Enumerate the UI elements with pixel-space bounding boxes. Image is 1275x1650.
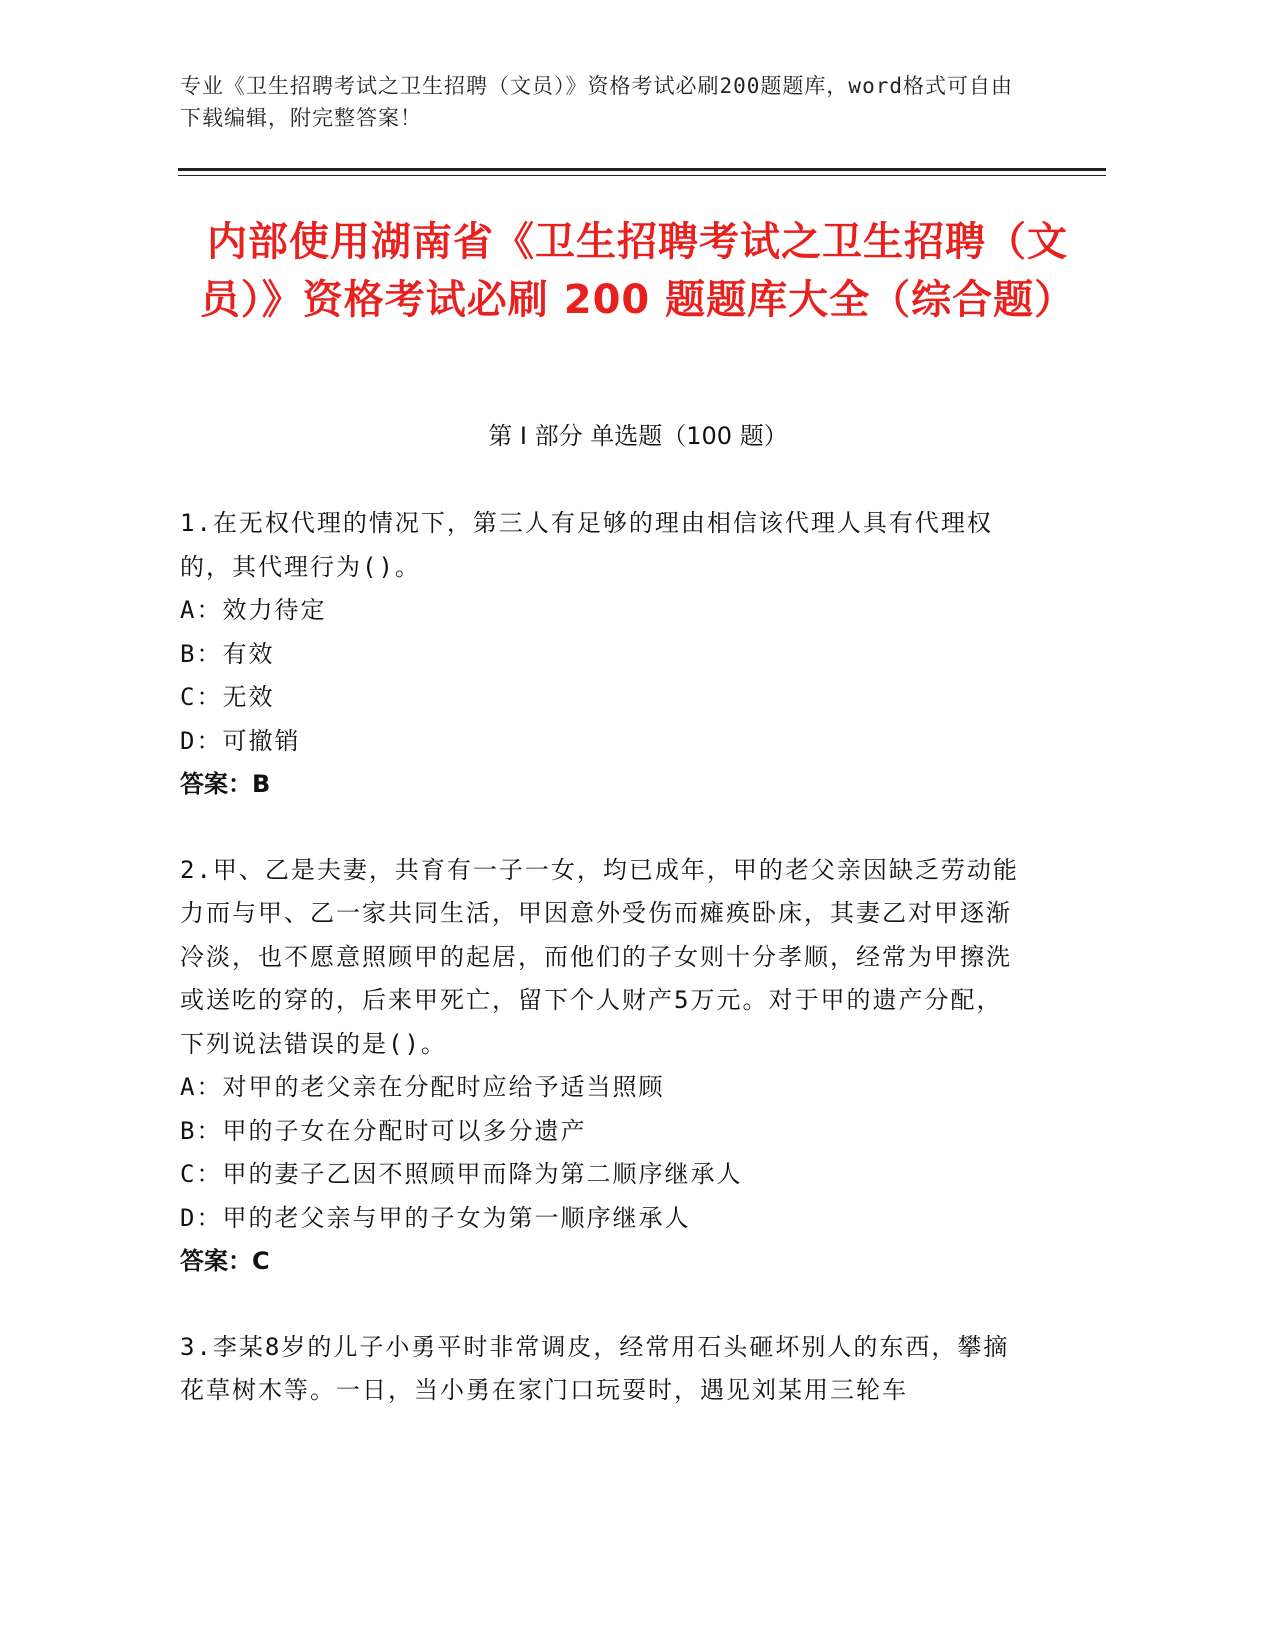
option-d: D：甲的老父亲与甲的子女为第一顺序继承人: [180, 1203, 691, 1232]
answer: 答案：B: [180, 770, 271, 798]
header-divider-thick: [178, 168, 1106, 171]
question-stem: 2.甲、乙是夫妻，共育有一子一女，均已成年，甲的老父亲因缺乏劳动能力而与甲、乙一家共同生活，甲因意外受伤而瘫痪卧床，其妻乙对甲逐渐冷淡，也不愿意照顾甲的起居，而他们的子女则十分孝顺，经常为甲擦洗或送吃的穿的，后来甲死亡，留下个人财产5万元。对于甲的遗产分配，下列说法错误的是()。: [180, 855, 1019, 1058]
option-b: B：有效: [180, 639, 275, 668]
option-c: C：无效: [180, 683, 275, 711]
header-divider-thin: [178, 175, 1106, 176]
header-note: 专业《卫生招聘考试之卫生招聘（文员）》资格考试必刷200题题库，word格式可自由下载编辑，附完整答案！: [180, 74, 1013, 130]
answer: 答案：C: [180, 1247, 270, 1275]
option-a: A：效力待定: [180, 596, 327, 624]
question-stem: 1.在无权代理的情况下，第三人有足够的理由相信该代理人具有代理权的，其代理行为()。: [180, 509, 993, 581]
option-b: B：甲的子女在分配时可以多分遗产: [180, 1116, 587, 1145]
option-a: A：对甲的老父亲在分配时应给予适当照顾: [180, 1073, 665, 1101]
question-1: [180, 502, 1020, 807]
question-list: [180, 502, 1020, 1455]
section-title: 第 I 部分 单选题（100 题）: [488, 422, 788, 450]
document-title: 内部使用湖南省《卫生招聘考试之卫生招聘（文员）》资格考试必刷 200 题题库大全（综合题）: [199, 219, 1076, 323]
option-c: C：甲的妻子乙因不照顾甲而降为第二顺序继承人: [180, 1160, 743, 1188]
question-2: [180, 849, 1020, 1284]
question-3: [180, 1326, 1020, 1413]
option-d: D：可撤销: [180, 726, 301, 755]
question-stem: 3.李某8岁的儿子小勇平时非常调皮，经常用石头砸坏别人的东西，攀摘花草树木等。一日，当小勇在家门口玩耍时，遇见刘某用三轮车: [180, 1332, 1010, 1404]
